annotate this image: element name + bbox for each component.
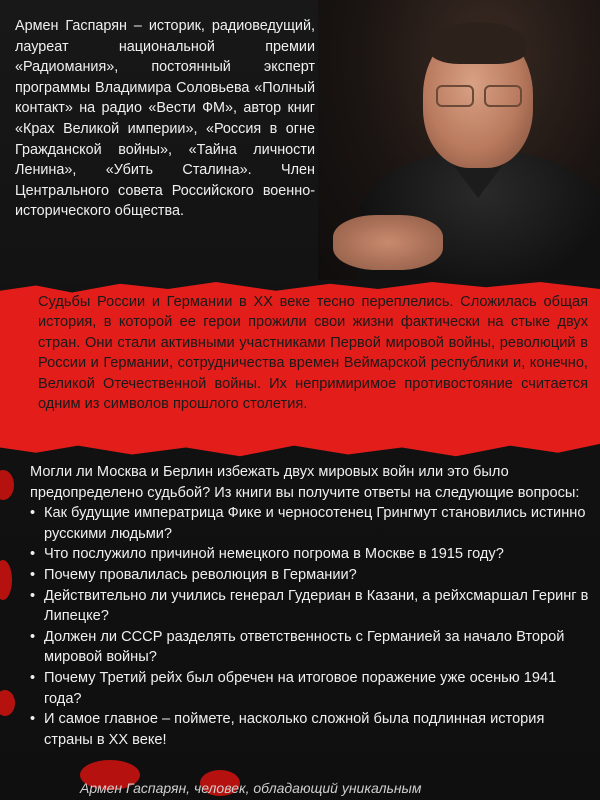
questions-section xyxy=(30,462,590,750)
question-item: • Почему Третий рейх был обречен на итоговое поражение уже осенью 1941 года? xyxy=(30,668,590,709)
author-hair xyxy=(430,22,526,64)
questions-list xyxy=(30,503,590,750)
author-bio: Армен Гаспарян – историк, радиоведущий, лауреат национальной премии «Радиомания», постоянный эксперт программы Владимира Соловьева «Полный контакт» на радио «Вести ФМ», автор книг «Крах Великой империи», «Россия в огне Гражданской войны», «Тайна личности Ленина», «Убить Сталина». Член Центрального совета Российского военно-исторического общества. xyxy=(15,18,315,220)
footer-text: Армен Гаспарян, человек, обладающий уникальным xyxy=(80,780,422,796)
question-item: • Что послужило причиной немецкого погрома в Москве в 1915 году? xyxy=(30,544,590,565)
glasses-left-lens xyxy=(436,85,474,107)
red-splatter xyxy=(0,470,14,500)
question-item: • И самое главное – поймете, насколько сложной была подлинная история страны в XX веке! xyxy=(30,709,590,750)
author-photo xyxy=(318,0,600,280)
author-section xyxy=(0,0,600,280)
question-item: • Должен ли СССР разделять ответственность с Германией за начало Второй мировой войны? xyxy=(30,627,590,668)
book-summary: Судьбы России и Германии в XX веке тесно переплелись. Сложилась общая история, в которой ее герои прожили свои жизни фактически на стыке двух стран. Они стали активными участниками Первой мировой войны, революций в России и Германии, сотрудничества времен Веймарской республики и, конечно, Великой Отечественной войны. Их непримиримое противостояние считается одним из символов прошлого столетия. xyxy=(38,294,588,413)
red-splatter xyxy=(0,690,15,716)
red-splatter xyxy=(0,560,12,600)
question-item: • Почему провалилась революция в Германии? xyxy=(30,565,590,586)
questions-intro: Могли ли Москва и Берлин избежать двух мировых войн или это было предопределено судьбой? Из книги вы получите ответы на следующие вопросы: xyxy=(30,464,580,501)
question-item: • Как будущие императрица Фике и черносотенец Грингмут становились истинно русскими людьми? xyxy=(30,503,590,544)
glasses-right-lens xyxy=(484,85,522,107)
question-item: • Действительно ли учились генерал Гудериан в Казани, а рейхсмаршал Геринг в Липецке? xyxy=(30,586,590,627)
author-hand xyxy=(333,215,443,270)
